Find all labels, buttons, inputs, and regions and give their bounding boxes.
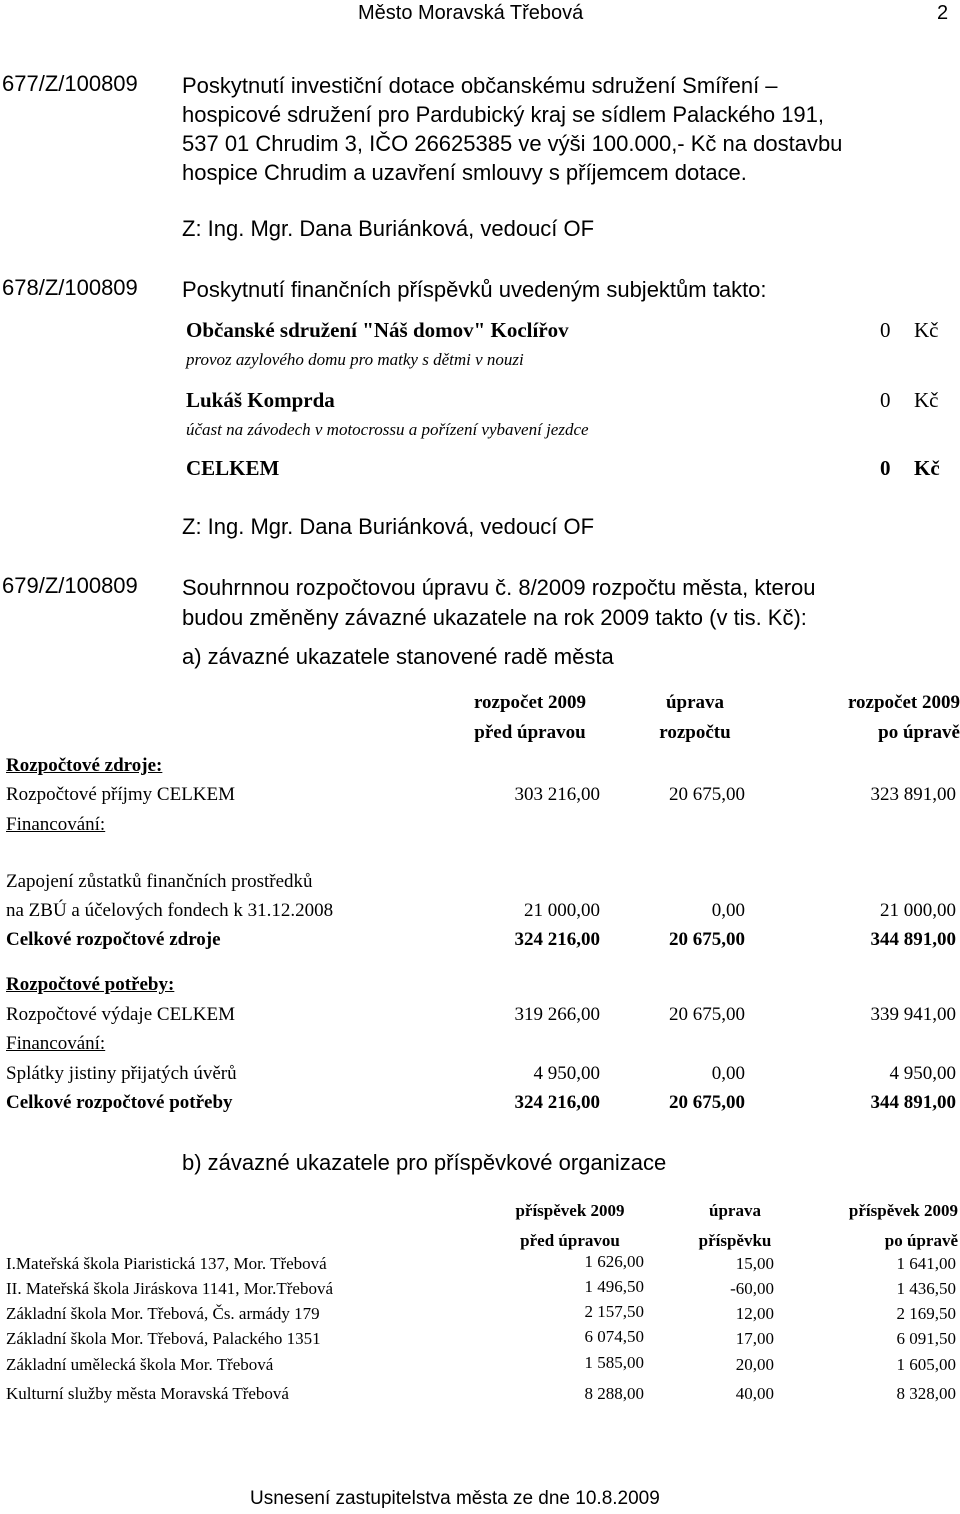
header-line: příspěvek 2009 — [848, 1201, 958, 1220]
header-line: rozpočtu — [659, 722, 731, 743]
table-row-label: Základní umělecká škola Mor. Třebová — [6, 1355, 274, 1374]
resolution-text — [182, 573, 816, 633]
row-label-total: Celkové rozpočtové zdroje — [6, 929, 221, 950]
subject-unit: Kč — [914, 388, 939, 412]
cell-before: 324 216,00 — [514, 1092, 600, 1113]
cell-before: 303 216,00 — [514, 784, 600, 805]
resolution-text — [182, 71, 842, 187]
cell-after: 4 950,00 — [889, 1063, 956, 1084]
cell-change: 0,00 — [711, 1063, 745, 1084]
table-b-header-after — [810, 1196, 958, 1256]
header-line: rozpočet 2009 — [473, 692, 587, 713]
table-a-header-after — [810, 688, 960, 748]
subject-description: účast na závodech v motocrossu a pořízení vybavení jezdce — [186, 420, 589, 439]
header-city: Město Moravská Třebová — [358, 2, 584, 24]
cell-after: 6 091,50 — [896, 1329, 956, 1348]
cell-change: 0,00 — [711, 900, 745, 921]
section-b-heading: b) závazné ukazatele pro příspěvkové organizace — [182, 1150, 667, 1175]
table-row-label: Základní škola Mor. Třebová, Čs. armády 179 — [6, 1304, 320, 1323]
section-a-heading: a) závazné ukazatele stanovené radě města — [182, 644, 614, 669]
cell-after: 344 891,00 — [870, 929, 956, 950]
resolution-number: 677/Z/100809 — [2, 71, 138, 96]
subject-name: Občanské sdružení "Náš domov" Koclířov — [186, 318, 569, 342]
cell-before: 1 626,00 — [584, 1252, 644, 1271]
cell-after: 323 891,00 — [870, 784, 956, 805]
cell-after: 1 436,50 — [896, 1279, 956, 1298]
financing-label: Financování: — [6, 1033, 106, 1054]
cell-after: 1 641,00 — [896, 1254, 956, 1273]
resolution-number: 679/Z/100809 — [2, 573, 138, 598]
cell-change: 17,00 — [735, 1329, 774, 1348]
cell-before: 319 266,00 — [514, 1004, 600, 1025]
cell-before: 1 496,50 — [584, 1277, 644, 1296]
cell-after: 21 000,00 — [880, 900, 956, 921]
header-line: před úpravou — [474, 722, 586, 743]
subjects-total-label: CELKEM — [186, 456, 280, 480]
cell-before: 324 216,00 — [514, 929, 600, 950]
footer-text: Usnesení zastupitelstva města ze dne 10.8.2009 — [250, 1488, 660, 1509]
cell-after: 2 169,50 — [896, 1304, 956, 1323]
cell-after: 8 328,00 — [896, 1384, 956, 1403]
cell-change: 20 675,00 — [669, 784, 745, 805]
subject-amount: 0 — [880, 388, 891, 412]
header-line: po úpravě — [878, 722, 960, 743]
resolution-line: Poskytnutí investiční dotace občanskému sdružení Smíření – — [182, 73, 778, 98]
row-label: na ZBÚ a účelových fondech k 31.12.2008 — [6, 900, 334, 921]
resolution-line: budou změněny závazné ukazatele na rok 2009 takto (v tis. Kč): — [182, 605, 807, 630]
responsible-person: Z: Ing. Mgr. Dana Buriánková, vedoucí OF — [182, 514, 595, 539]
header-line: rozpočet 2009 — [847, 692, 960, 713]
subject-amount: 0 — [880, 318, 891, 342]
header-line: před úpravou — [520, 1231, 620, 1250]
table-a-header-change — [630, 688, 760, 748]
subject-unit: Kč — [914, 318, 939, 342]
financing-label: Financování: — [6, 814, 106, 835]
table-row-label: Kulturní služby města Moravská Třebová — [6, 1384, 289, 1403]
cell-change: 20 675,00 — [669, 929, 745, 950]
row-label: Zapojení zůstatků finančních prostředků — [6, 871, 313, 892]
resolution-line: Poskytnutí finančních příspěvků uvedeným subjektům takto: — [182, 277, 767, 302]
cell-after: 1 605,00 — [896, 1355, 956, 1374]
resolution-line: 537 01 Chrudim 3, IČO 26625385 ve výši 100.000,- Kč na dostavbu — [182, 131, 843, 156]
cell-change: 12,00 — [735, 1304, 774, 1323]
cell-change: 20 675,00 — [669, 1004, 745, 1025]
row-label: Splátky jistiny přijatých úvěrů — [6, 1063, 237, 1084]
responsible-person: Z: Ing. Mgr. Dana Buriánková, vedoucí OF — [182, 216, 595, 241]
cell-change: 20,00 — [735, 1355, 774, 1374]
cell-change: -60,00 — [730, 1279, 774, 1298]
subject-name: Lukáš Komprda — [186, 388, 335, 412]
table-b-header-change — [675, 1196, 795, 1256]
resolution-number: 678/Z/100809 — [2, 275, 138, 300]
table-row-label: II. Mateřská škola Jiráskova 1141, Mor.Třebová — [6, 1279, 334, 1298]
subjects-total-amount: 0 — [880, 456, 891, 480]
cell-change: 15,00 — [735, 1254, 774, 1273]
cell-before: 4 950,00 — [533, 1063, 600, 1084]
resolution-line: hospice Chrudim a uzavření smlouvy s příjemcem dotace. — [182, 160, 747, 185]
table-b-header-before — [490, 1196, 650, 1256]
header-line: úprava — [665, 692, 725, 713]
cell-after: 339 941,00 — [870, 1004, 956, 1025]
table-row-label: I.Mateřská škola Piaristická 137, Mor. Třebová — [6, 1254, 327, 1273]
sources-heading: Rozpočtové zdroje: — [6, 755, 163, 776]
cell-change: 20 675,00 — [669, 1092, 745, 1113]
resolution-line: Souhrnnou rozpočtovou úpravu č. 8/2009 rozpočtu města, kterou — [182, 575, 816, 600]
cell-after: 344 891,00 — [870, 1092, 956, 1113]
header-line: příspěvek 2009 — [515, 1201, 625, 1220]
cell-before: 6 074,50 — [584, 1327, 644, 1346]
header-line: po úpravě — [884, 1231, 958, 1250]
cell-change: 40,00 — [735, 1384, 774, 1403]
row-label: Rozpočtové výdaje CELKEM — [6, 1004, 236, 1025]
resolution-line: hospicové sdružení pro Pardubický kraj se sídlem Palackého 191, — [182, 102, 825, 127]
cell-before: 1 585,00 — [584, 1353, 644, 1372]
subject-description: provoz azylového domu pro matky s dětmi v nouzi — [186, 350, 524, 369]
header-page-number: 2 — [937, 2, 949, 24]
needs-heading: Rozpočtové potřeby: — [6, 974, 175, 995]
subjects-total-unit: Kč — [914, 456, 940, 480]
table-a-header-before — [450, 688, 610, 748]
row-label: Rozpočtové příjmy CELKEM — [6, 784, 236, 805]
cell-before: 8 288,00 — [584, 1384, 644, 1403]
cell-before: 2 157,50 — [584, 1302, 644, 1321]
row-label-total: Celkové rozpočtové potřeby — [6, 1092, 233, 1113]
header-line: úprava — [709, 1201, 761, 1220]
table-row-label: Základní škola Mor. Třebová, Palackého 1351 — [6, 1329, 321, 1348]
header-line: příspěvku — [698, 1231, 772, 1250]
cell-before: 21 000,00 — [524, 900, 600, 921]
